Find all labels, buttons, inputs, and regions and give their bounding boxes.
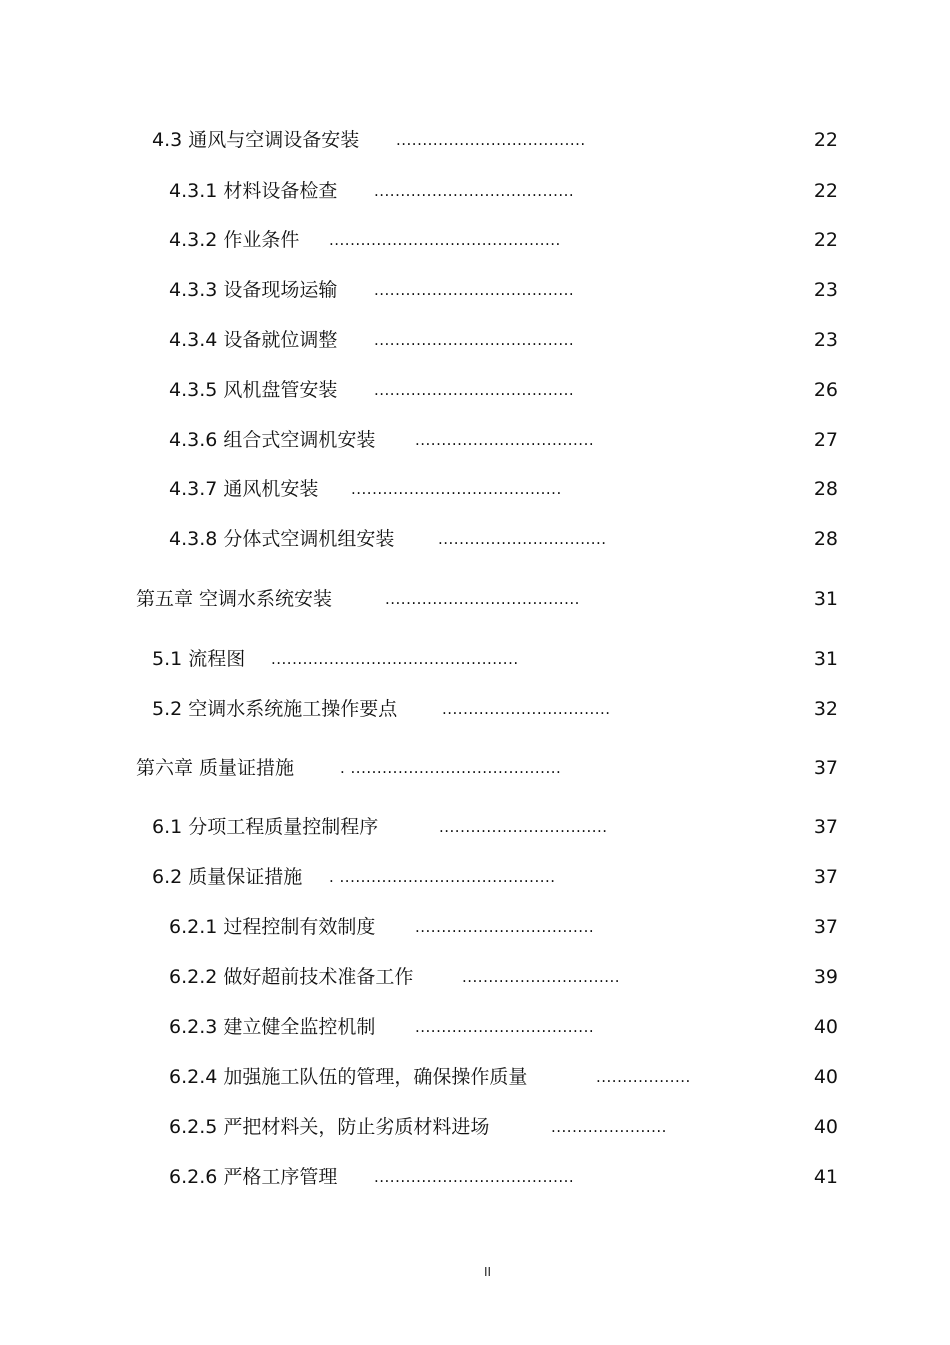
footer-page-number: II — [483, 1265, 492, 1279]
toc-entry-title: 5.1 流程图 — [152, 648, 246, 670]
toc-entry-5-2[interactable] — [0, 694, 950, 724]
toc-entry-title: 5.2 空调水系统施工操作要点 — [152, 698, 398, 720]
toc-entry-title: 6.2.5 严把材料关，防止劣质材料进场 — [169, 1116, 490, 1138]
toc-entry-title: 4.3.3 设备现场运输 — [169, 279, 338, 301]
toc-leader-dots: ................................ — [442, 700, 611, 718]
toc-entry-chapter-5[interactable] — [0, 584, 950, 614]
toc-entry-4-3-7[interactable] — [0, 474, 950, 504]
toc-page-number: 22 — [813, 129, 838, 151]
toc-leader-dots: ...................... — [551, 1118, 667, 1136]
toc-entry-title: 4.3.1 材料设备检查 — [169, 180, 338, 202]
toc-leader-dots: ............................................... — [271, 650, 519, 668]
toc-entry-6-2-5[interactable] — [0, 1112, 950, 1142]
toc-page-number: 40 — [813, 1116, 838, 1138]
toc-entry-title: 6.1 分项工程质量控制程序 — [152, 816, 379, 838]
toc-entry-title: 4.3.7 通风机安装 — [169, 478, 319, 500]
toc-page-number: 27 — [813, 429, 838, 451]
toc-entry-5-1[interactable] — [0, 644, 950, 674]
toc-entry-title: 第五章 空调水系统安装 — [136, 588, 333, 610]
toc-entry-6-1[interactable] — [0, 812, 950, 842]
toc-entry-title: 4.3.4 设备就位调整 — [169, 329, 338, 351]
toc-leader-dots: ........................................ — [351, 480, 562, 498]
toc-page-number: 40 — [813, 1066, 838, 1088]
toc-page-number: 28 — [813, 528, 838, 550]
toc-entry-6-2-4[interactable] — [0, 1062, 950, 1092]
toc-page-number: 22 — [813, 180, 838, 202]
toc-leader-dots: .................................. — [415, 1018, 595, 1036]
toc-entry-title: 6.2.1 过程控制有效制度 — [169, 916, 376, 938]
toc-leader-dots: ................................ — [438, 530, 607, 548]
toc-leader-dots: . ........................................ — [340, 759, 562, 777]
toc-entry-title: 6.2.2 做好超前技术准备工作 — [169, 966, 414, 988]
toc-entry-title: 6.2.4 加强施工队伍的管理，确保操作质量 — [169, 1066, 528, 1088]
toc-leader-dots: . ......................................... — [329, 868, 556, 886]
toc-entry-chapter-6[interactable] — [0, 753, 950, 783]
toc-entry-4-3[interactable] — [0, 125, 950, 155]
toc-leader-dots: ...................................... — [374, 281, 575, 299]
toc-entry-4-3-6[interactable] — [0, 425, 950, 455]
toc-leader-dots: ............................................ — [329, 231, 561, 249]
toc-leader-dots: ................................ — [439, 818, 608, 836]
toc-entry-6-2-3[interactable] — [0, 1012, 950, 1042]
toc-entry-4-3-1[interactable] — [0, 176, 950, 206]
toc-page-number: 41 — [813, 1166, 838, 1188]
toc-page-number: 37 — [813, 866, 838, 888]
toc-entry-title: 4.3.5 风机盘管安装 — [169, 379, 338, 401]
toc-entry-4-3-3[interactable] — [0, 275, 950, 305]
toc-page-number: 37 — [813, 757, 838, 779]
toc-entry-4-3-8[interactable] — [0, 524, 950, 554]
toc-page-number: 26 — [813, 379, 838, 401]
toc-entry-4-3-4[interactable] — [0, 325, 950, 355]
toc-page-number: 31 — [813, 648, 838, 670]
toc-page-number: 32 — [813, 698, 838, 720]
toc-page-number: 37 — [813, 816, 838, 838]
toc-leader-dots: ...................................... — [374, 182, 575, 200]
toc-entry-title: 6.2 质量保证措施 — [152, 866, 303, 888]
toc-entry-6-2-6[interactable] — [0, 1162, 950, 1192]
toc-entry-6-2-1[interactable] — [0, 912, 950, 942]
toc-entry-title: 6.2.6 严格工序管理 — [169, 1166, 338, 1188]
toc-leader-dots: ...................................... — [374, 1168, 575, 1186]
toc-entry-title: 4.3.2 作业条件 — [169, 229, 300, 251]
toc-leader-dots: ..................................... — [385, 590, 580, 608]
toc-leader-dots: .............................. — [462, 968, 621, 986]
toc-leader-dots: .................................... — [396, 131, 586, 149]
toc-page-number: 23 — [813, 329, 838, 351]
toc-leader-dots: .................................. — [415, 431, 595, 449]
toc-entry-title: 4.3.6 组合式空调机安装 — [169, 429, 376, 451]
toc-leader-dots: ...................................... — [374, 331, 575, 349]
toc-entry-4-3-2[interactable] — [0, 225, 950, 255]
toc-entry-title: 4.3.8 分体式空调机组安装 — [169, 528, 395, 550]
toc-page-number: 28 — [813, 478, 838, 500]
toc-entry-title: 4.3 通风与空调设备安装 — [152, 129, 360, 151]
toc-page-number: 23 — [813, 279, 838, 301]
toc-leader-dots: .................................. — [415, 918, 595, 936]
toc-leader-dots: ...................................... — [374, 381, 575, 399]
toc-entry-6-2-2[interactable] — [0, 962, 950, 992]
toc-leader-dots: .................. — [596, 1068, 691, 1086]
toc-entry-title: 6.2.3 建立健全监控机制 — [169, 1016, 376, 1038]
toc-page-number: 31 — [813, 588, 838, 610]
toc-page-number: 22 — [813, 229, 838, 251]
toc-entry-title: 第六章 质量证措施 — [136, 757, 295, 779]
toc-entry-6-2[interactable] — [0, 862, 950, 892]
toc-page-number: 37 — [813, 916, 838, 938]
toc-entry-4-3-5[interactable] — [0, 375, 950, 405]
toc-page-number: 40 — [813, 1016, 838, 1038]
toc-page-number: 39 — [813, 966, 838, 988]
